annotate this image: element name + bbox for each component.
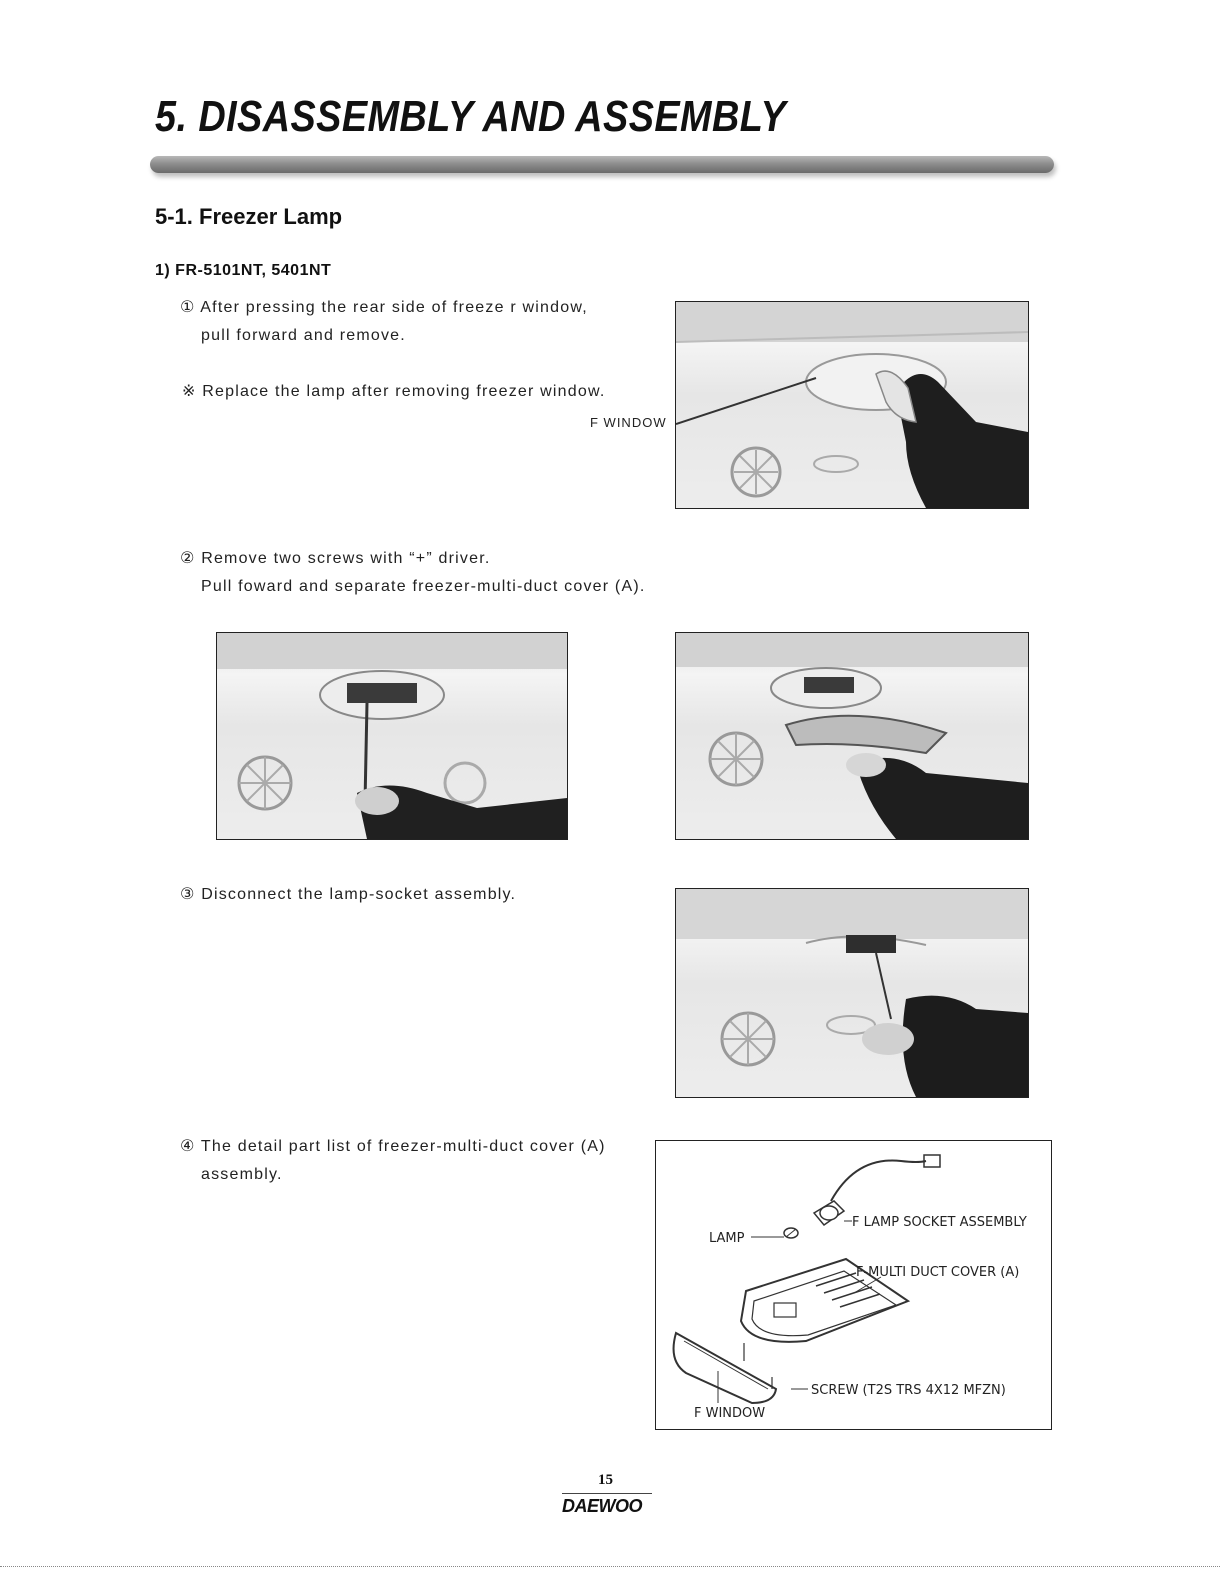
photo-remove-freezer-window [675, 301, 1029, 509]
footer-divider [562, 1493, 652, 1494]
photo-disconnect-lamp-socket [675, 888, 1029, 1098]
label-f-window: F WINDOW [694, 1406, 766, 1421]
photo-remove-screws [216, 632, 568, 840]
lamp-shape [784, 1228, 798, 1238]
label-screw: SCREW (T2S TRS 4X12 MFZN) [811, 1383, 1006, 1398]
f-window-callout: F WINDOW [590, 415, 667, 430]
label-lamp: LAMP [709, 1231, 745, 1246]
label-lamp-socket-assembly: F LAMP SOCKET ASSEMBLY [852, 1215, 1027, 1230]
label-multi-duct-cover: F-MULTI DUCT COVER (A) [856, 1265, 1020, 1280]
title-divider [150, 156, 1054, 173]
step-1-line-1: ① After pressing the rear side of freeze r window, [180, 299, 588, 316]
step-1-note: ※ Replace the lamp after removing freezer window. [182, 383, 606, 400]
page-bottom-border [0, 1566, 1220, 1567]
page-number: 15 [598, 1472, 613, 1488]
step-4-line-2: assembly. [201, 1166, 283, 1183]
step-1-line-2: pull forward and remove. [201, 327, 406, 344]
photo-separate-duct-cover [675, 632, 1029, 840]
section-title: 5-1. Freezer Lamp [155, 204, 343, 229]
step-3-line-1: ③ Disconnect the lamp-socket assembly. [180, 886, 517, 903]
page-title: 5. DISASSEMBLY AND ASSEMBLY [155, 92, 787, 141]
brand-logo: DAEWOO [562, 1496, 642, 1516]
lamp-socket-shape [814, 1201, 844, 1225]
exploded-parts-diagram [655, 1140, 1052, 1430]
step-4-line-1: ④ The detail part list of freezer-multi-duct cover (A) [180, 1138, 606, 1155]
window-shape [674, 1333, 776, 1403]
connector-shape [924, 1155, 940, 1167]
step-2-line-2: Pull foward and separate freezer-multi-duct cover (A). [201, 578, 646, 595]
subsection-title: 1) FR-5101NT, 5401NT [155, 262, 332, 279]
step-2-line-1: ② Remove two screws with “+” driver. [180, 550, 491, 567]
